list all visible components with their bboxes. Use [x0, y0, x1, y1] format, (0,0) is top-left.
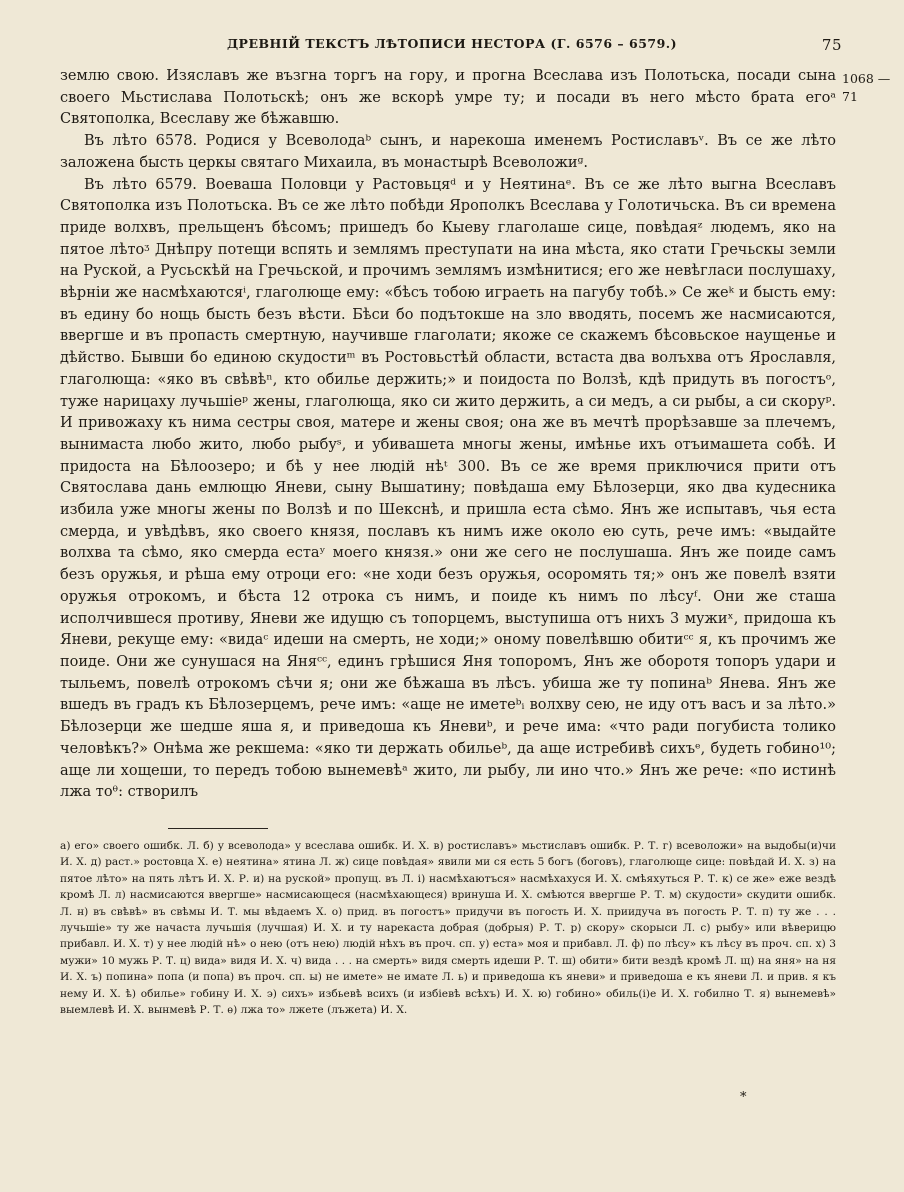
paragraph-3: Въ лѣто 6579. Воеваша Половци у Растовьцяᵈ и у Неятинаᵉ. Въ се же лѣто выгна Всеславъ Святополка изъ Полотьска. Въ се же лѣто побѣди Ярополкъ Всеслава у Голотичьска. Въ си времена приде волхвъ, прельщенъ бѣсомъ; пришедъ бо Кыеву глаголаше сице, повѣдаяᶻ людемъ, яко на пятое лѣтоᶾ Днѣпру потещи вспять и землямъ преступати на ина мѣста, яко стати Гречьскы земли на Руской, а Русьскѣй на Гречьской, и прочимъ землямъ измѣнитися; его же невѣгласи послушаху, вѣрніи же насмѣхаютсяⁱ, глаголюще ему: «бѣсъ тобою играеть на пагубу тобѣ.» Се жеᵏ и бысть ему: въ едину бо нощь бысть безъ вѣсти. Бѣси бо подътокше на зло вводять, посемъ же насмисаются, ввергше и въ пропасть смертную, научивше глаголати; якоже се скажемъ бѣсовьское наущенье и дѣйство. Бывши бо единою скудостиᵐ въ Ростовьстѣй области, встаста два волъхва отъ Ярославля, глаголюща: «яко въ свѣвѣⁿ, кто обилье держить;» и поидоста по Волзѣ, кдѣ придуть въ погостъᵒ, туже нарицаху лучьшіеᵖ жены, глаголюща, яко си жито держить, а си медъ, а си рыбы, а си скоруᵖ. И привожаху къ нима сестры своя, матере и жены своя; она же въ мечтѣ прорѣзавше за плечемъ, вынимаста любо жито, любо рыбуˢ, и убивашета многы жены, имѣнье ихъ отъимашета собѣ. И придоста на Бѣлоозеро; и бѣ у нее людій нѣᵗ 300. Въ се же время приключися прити отъ Святослава дань емлющю Яневи, сыну Вышатину; повѣдаша ему Бѣлозерци, яко два кудесника избила уже многы жены по Волзѣ и по Шекснѣ, и пришла еста сѣмо. Янъ же испытавъ, чья еста смерда, и увѣдѣвъ, яко своего князя, пославъ къ нимъ иже около ею суть, рече имъ: «выдайте волхва та сѣмо, яко смерда естаʸ моего князя.» они же сего не послушаша. Янъ же поиде самъ безъ оружья, и рѣша ему отроци его: «не ходи безъ оружья, осоромять тя;» онъ же повелѣ взяти оружья отрокомъ, и бѣста 12 отрока съ нимъ, и поиде къ нимъ по лѣсуᶠ. Они же сташа исполчившеся противу, Яневи же идущю съ топорцемъ, выступиша отъ нихъ 3 мужиˣ, придоша къ Яневи, рекуще ему: «видаᶜ идеши на смерть, не ходи;» оному повелѣвшю обитиᶜᶜ я, къ прочимъ же поиде. Они же сунушася на Яняᶜᶜ, единъ грѣшися Яня топоромъ, Янъ же оборотя топоръ удари и тыльемъ, повелѣ отрокомъ сѣчи я; они же бѣжаша въ лѣсъ. убиша же ту попинаᵇ Янева. Янъ же вшедъ въ градъ къ Бѣлозерцемъ, рече имъ: «аще не иметеᵇᵢ волхву сею, не иду отъ васъ и за лѣто.» Бѣлозерци же шедше яша я, и приведоша къ Яневиᵇ, и рече има: «что ради погубиста толико человѣкъ?» Онѣма же рекшема: «яко ти держать обильеᵇ, да аще истребивѣ сихъᵉ, будеть гобино¹⁰; аще ли хощеши, то передъ тобою вынемевѣᵃ жито, ли рыбу, ли ино что.» Янъ же рече: «по истинѣ лжа тоᶿ: створилъ [60, 176, 836, 801]
header-title: ДРЕВНІЙ ТЕКСТЪ ЛѢТОПИСИ НЕСТОРА (Г. 6576 – 6579.) [226, 36, 678, 51]
margin-year-note: 1068 —71 [842, 71, 891, 104]
page-number: 75 [821, 36, 842, 54]
running-header [62, 36, 842, 58]
paragraph-2: Въ лѣто 6578. Родися у Всеволодаᵇ сынъ, и нарекоша именемъ Ростиславъᵛ. Въ се же лѣто заложена бысть церкы святаго Михаила, въ монастырѣ Всеволожиᵍ. [60, 133, 836, 171]
footnote-divider [168, 828, 268, 829]
end-mark: * [740, 1090, 747, 1105]
paragraph-1: землю свою. Изяславъ же възгна торгъ на гору, и прогна Всеслава изъ Полотьска, посади сына своего Мьстислава Полотьскѣ; онъ же вскорѣ умре ту; и посади въ него мѣсто брата егоᵃ Святополка, Всеславу же бѣжавшю. [60, 68, 836, 128]
main-text [60, 66, 836, 810]
footnotes: а) его» своего ошибк. Л. б) у всеволода» у всеслава ошибк. И. Х. в) ростиславъ» мьстиславъ ошибк. Р. Т. г) всеволожи» на выдобы(и)чи И. Х. д) раст.» ростовца Х. е) неятина» ятина Л. ж) сице повѣдая» явили ми ся есть 5 богъ (боговъ), глаголюще сице: повѣдай И. Х. з) на пятое лѣто» на пять лѣтъ И. Х. Р. и) на руской» пропущ. въ Л. і) насмѣхаютъся» насмѣхахуся И. Х. смѣяхуться Р. Т. к) се же» еже вездѣ кромѣ Л. л) насмисаются ввергше» насмисающеся (насмѣхающеся) вринуша И. Х. смѣются ввергше Р. Т. м) скудости» скудити ошибк. Л. н) въ свѣвѣ» въ свѣмы И. Т. мы вѣдаемъ Х. о) прид. въ погостъ» придучи въ погость И. Х. приидуча въ погость Р. Т. п) ту же . . . лучьшіе» ту же начаста лучьшія (лучшая) И. Х. и ту нарекаста добрая (добрыя) Р. Т. р) скору» скорыси Л. с) рыбу» или вѣверицю прибавл. И. Х. т) у нее людій нѣ» о нею (отъ нею) людій нѣхъ въ проч. сп. у) еста» моя и прибавл. Л. ф) по лѣсу» къ лѣсу въ проч. сп. х) 3 мужи» 10 мужь Р. Т. ц) вида» видя И. Х. ч) вида . . . на смерть» видя смерть идеши Р. Т. ш) обити» бити вездѣ кромѣ Л. щ) на яня» на ня И. Х. ъ) попина» попа (и попа) въ проч. сп. ы) не имете» не имате Л. ь) и приведоша къ яневи» и приведоша е къ яневи Л. и прив. я къ нему И. Х. ѣ) обилье» гобину И. Х. э) сихъ» избьевѣ всихъ (и избіевѣ всѣхъ) И. Х. ю) гобино» обиль(і)е И. Х. гобилно Т. я) вынемевѣ» выемлевѣ И. Х. вынмевѣ Р. Т. ѳ) лжа то» лжете (лъжета) И. Х. [60, 840, 836, 1017]
